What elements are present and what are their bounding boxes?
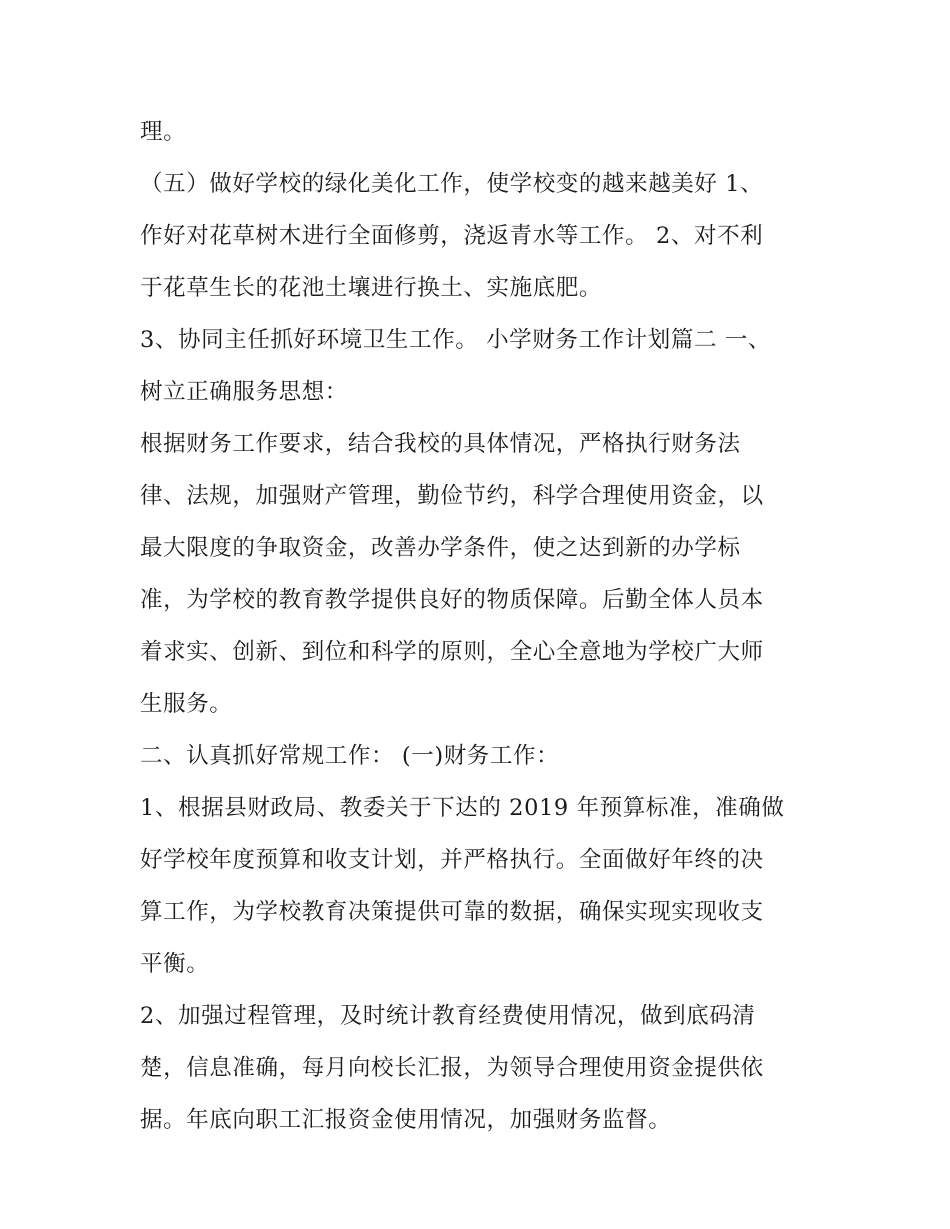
text-line: 3、协同主任抓好环境卫生工作。 小学财务工作计划篇二 一、 [140, 327, 772, 353]
text-line: 生服务。 [140, 691, 233, 717]
text-line: 理。 [140, 119, 187, 145]
text-line: 2、加强过程管理，及时统计教育经费使用情况，做到底码清 [140, 1003, 756, 1029]
text-line: 作好对花草树木进行全面修剪，浇返青水等工作。 2、对不利 [140, 223, 764, 249]
text-line: 最大限度的争取资金，改善办学条件，使之达到新的办学标 [140, 535, 741, 561]
text-line: 于花草生长的花池土壤进行换土、实施底肥。 [140, 275, 603, 301]
document-body [140, 106, 820, 1146]
text-line: 二、认真抓好常规工作： (一)财务工作： [140, 743, 560, 769]
text-line: 根据财务工作要求，结合我校的具体情况，严格执行财务法 [140, 431, 741, 457]
text-line: 平衡。 [140, 951, 210, 977]
text-line: 算工作，为学校教育决策提供可靠的数据，确保实现实现收支 [140, 899, 764, 925]
text-line: 1、根据县财政局、教委关于下达的 2019 年预算标准，准确做 [140, 795, 785, 821]
text-line: 树立正确服务思想： [140, 379, 348, 405]
text-line: 楚，信息准确，每月向校长汇报，为领导合理使用资金提供依 [140, 1055, 764, 1081]
text-line: 准，为学校的教育教学提供良好的物质保障。后勤全体人员本 [140, 587, 764, 613]
text-line: 好学校年度预算和收支计划，并严格执行。全面做好年终的决 [140, 847, 764, 873]
text-line: 着求实、创新、到位和科学的原则，全心全意地为学校广大师 [140, 639, 764, 665]
text-line: 律、法规，加强财产管理，勤俭节约，科学合理使用资金，以 [140, 483, 764, 509]
text-line: 据。年底向职工汇报资金使用情况，加强财务监督。 [140, 1107, 672, 1133]
text-line: （五）做好学校的绿化美化工作，使学校变的越来越美好 1、 [140, 171, 764, 197]
